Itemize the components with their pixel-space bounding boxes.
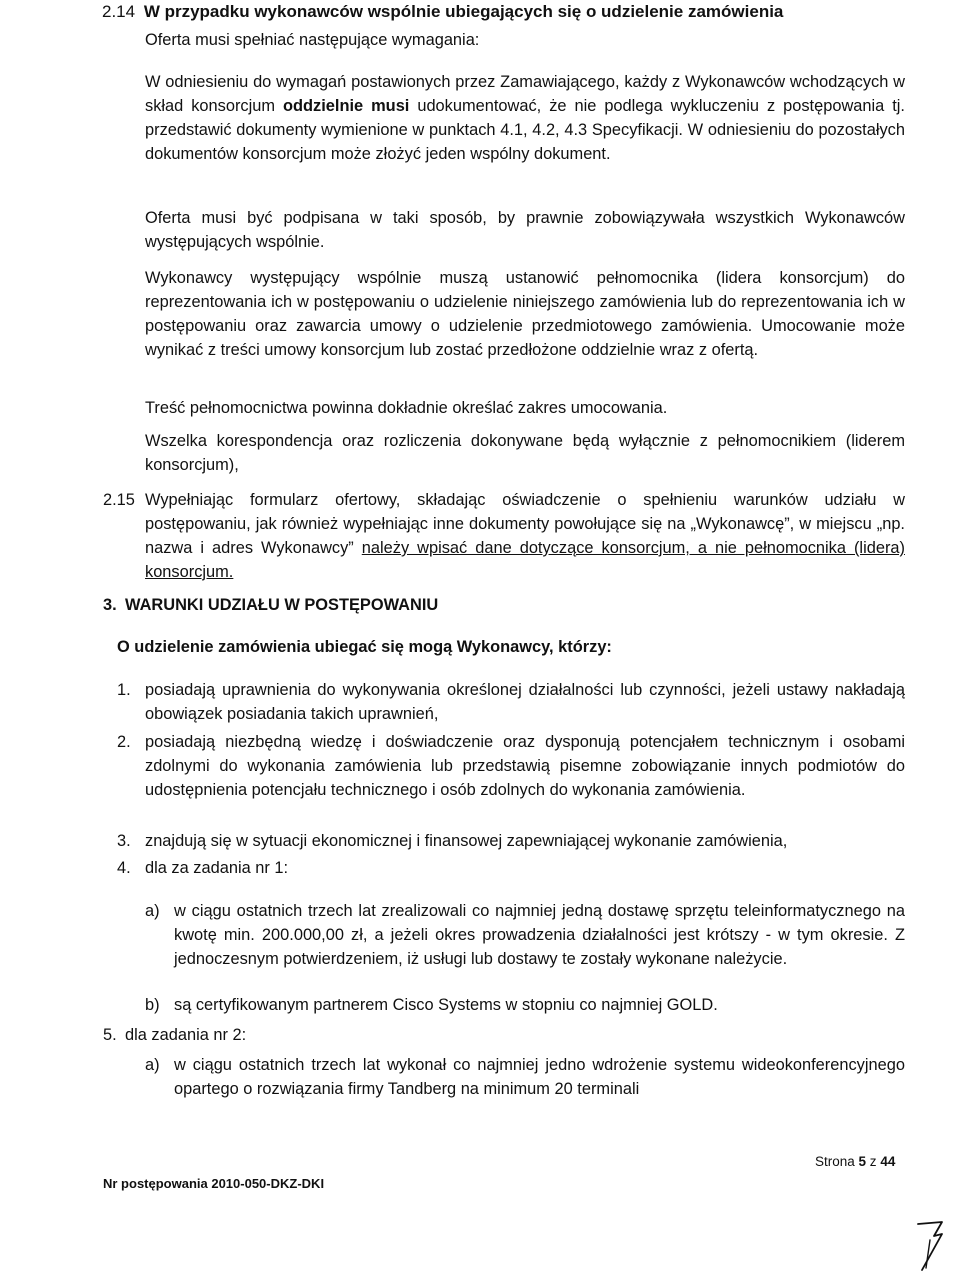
condition-4-marker: 4. (117, 859, 131, 877)
procedure-reference: Nr postępowania 2010-050-DKZ-DKI (103, 1176, 325, 1191)
condition-3: znajdują się w sytuacji ekonomicznej i finansowej zapewniającej wykonanie zamówienia, (145, 832, 788, 850)
condition-1: posiadają uprawnienia do wykonywania określonej działalności lub czynności, jeżeli ustawy nakładają obowiązek posiadania takich uprawnień, (145, 681, 905, 723)
section-3-subheading: O udzielenie zamówienia ubiegać się mogą Wykonawcy, którzy: (117, 638, 612, 656)
consortium-documents-paragraph: W odniesieniu do wymagań postawionych przez Zamawiającego, każdy z Wykonawców wchodzących w skład konsorcjum oddzielnie musi udokumentować, że nie podlega wykluczeniu z postępowania tj. przedstawić dokumenty wymienione w punktach 4.1, 4.2, 4.3 Specyfikacji. W odniesieniu do pozostałych dokumentów konsorcjum może złożyć jeden wspólny dokument. (145, 73, 905, 163)
proxy-paragraph: Wykonawcy występujący wspólnie muszą ustanowić pełnomocnika (lidera konsorcjum) do reprezentowania ich w postępowaniu o udzielenie niniejszego zamówienia lub do reprezentowania ich w postępowaniu oraz zawarcia umowy o udzielenie przedmiotowego zamówienia. Umocowanie może wynikać z treści umowy konsorcjum lub zostać przedłożone oddzielnie wraz z ofertą. (145, 269, 905, 359)
condition-1-marker: 1. (117, 681, 131, 699)
section-3-number: 3. (103, 596, 117, 614)
task-1-a: w ciągu ostatnich trzech lat zrealizowali co najmniej jedną dostawę sprzętu teleinformatycznego na kwotę min. 200.000,00 zł, a jeżeli okres prowadzenia działalności jest krótszy - w tym okresie. Z jednoczesnym potwierdzeniem, iż usługi lub dostawy te zostały wykonane należycie. (174, 902, 905, 968)
condition-2: posiadają niezbędną wiedzę i doświadczenie oraz dysponują potencjałem technicznym i osobami zdolnymi do wykonania zamówienia lub przedstawią pisemne zobowiązanie innych podmiotów do udostępnienia potencjału technicznego i osób zdolnych do wykonania zamówienia. (145, 733, 905, 799)
condition-5-marker: 5. (103, 1026, 117, 1044)
requirements-intro: Oferta musi spełniać następujące wymagania: (145, 31, 480, 49)
section-heading: W przypadku wykonawców wspólnie ubiegających się o udzielenie zamówienia (143, 2, 784, 21)
condition-4: dla za zadania nr 1: (145, 859, 289, 877)
condition-5: dla zadania nr 2: (125, 1026, 247, 1044)
section-3-heading: WARUNKI UDZIAŁU W POSTĘPOWANIU (125, 596, 439, 614)
task-1-b: są certyfikowanym partnerem Cisco Systems w stopniu co najmniej GOLD. (174, 996, 718, 1014)
handwritten-signature (912, 1216, 952, 1274)
section-2-14-heading (102, 0, 932, 24)
power-of-attorney-paragraph: Treść pełnomocnictwa powinna dokładnie określać zakres umocowania. (145, 399, 668, 417)
signature-paragraph: Oferta musi być podpisana w taki sposób, by prawnie zobowiązywała wszystkich Wykonawców występujących wspólnie. (145, 209, 905, 251)
task-2-a-marker: a) (145, 1056, 160, 1074)
condition-2-marker: 2. (117, 733, 131, 751)
page-indicator: Strona 5 z 44 (815, 1154, 896, 1169)
section-2-15-number: 2.15 (103, 491, 135, 509)
section-2-15-paragraph: Wypełniając formularz ofertowy, składając oświadczenie o spełnieniu warunków udziału w postępowaniu, jak również wypełniając inne dokumenty powołujące się na „Wykonawcę”, w miejscu „np. nazwa i adres Wykonawcy” należy wpisać dane dotyczące konsorcjum, a nie pełnomocnika (lidera) konsorcjum. (145, 491, 905, 581)
correspondence-paragraph: Wszelka korespondencja oraz rozliczenia dokonywane będą wyłącznie z pełnomocnikiem (liderem konsorcjum), (145, 432, 905, 474)
task-2-a: w ciągu ostatnich trzech lat wykonał co najmniej jedno wdrożenie systemu wideokonferencyjnego opartego o rozwiązania firmy Tandberg na minimum 20 terminali (174, 1056, 905, 1098)
section-number: 2.14 (102, 2, 136, 21)
task-1-a-marker: a) (145, 902, 160, 920)
task-1-b-marker: b) (145, 996, 160, 1014)
condition-3-marker: 3. (117, 832, 131, 850)
